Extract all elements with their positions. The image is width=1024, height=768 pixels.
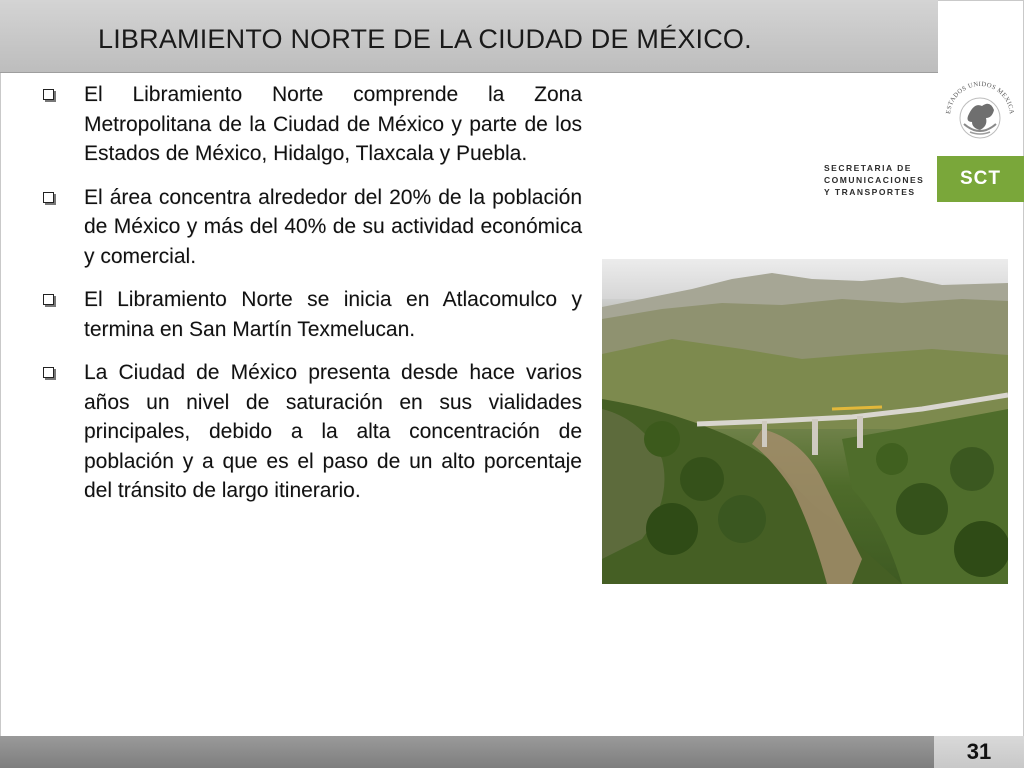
agency-line: SECRETARIA DE [824,163,912,173]
checkbox-bullet-icon [43,367,54,378]
sct-badge: SCT [937,156,1024,202]
bullet-item [36,80,582,169]
eagle-emblem-icon [938,72,1022,154]
checkbox-bullet-icon [43,192,54,203]
bullet-text: El Libramiento Norte se inicia en Atlacomulco y termina en San Martín Texmelucan. [84,288,582,341]
checkbox-bullet-icon [43,89,54,100]
agency-line: COMUNICACIONES [824,175,925,185]
bullet-text: La Ciudad de México presenta desde hace varios años un nivel de saturación en sus vialidades principales, debido a la alta concentración de población y a que es el paso de un alto porcentaje del tránsito de largo itinerario. [84,361,582,502]
bullet-item [36,358,582,506]
checkbox-bullet-icon [43,294,54,305]
page-number: 31 [966,739,992,764]
bullet-text: El área concentra alrededor del 20% de la población de México y más del 40% de su actividad económica y comercial. [84,185,582,268]
page-number-box [934,736,1024,768]
agency-name [824,162,938,198]
bullet-item [36,285,582,344]
bullet-list [36,80,582,520]
agency-line: Y TRANSPORTES [824,187,916,197]
coat-of-arms-logo [938,72,1022,154]
bullet-item [36,183,582,272]
title-bar [0,0,938,73]
sct-logo [820,156,1024,202]
bullet-text: El Libramiento Norte comprende la Zona Metropolitana de la Ciudad de México y parte de los Estados de México, Hidalgo, Tlaxcala y Puebla. [84,83,582,165]
footer-bar [0,736,1024,768]
bridge-structure [602,259,1008,584]
emblem-text: ESTADOS UNIDOS MEXICA [945,80,1016,115]
slide-title: LIBRAMIENTO NORTE DE LA CIUDAD DE MÉXICO. [98,24,752,54]
bridge-canyon-photo [602,259,1008,584]
